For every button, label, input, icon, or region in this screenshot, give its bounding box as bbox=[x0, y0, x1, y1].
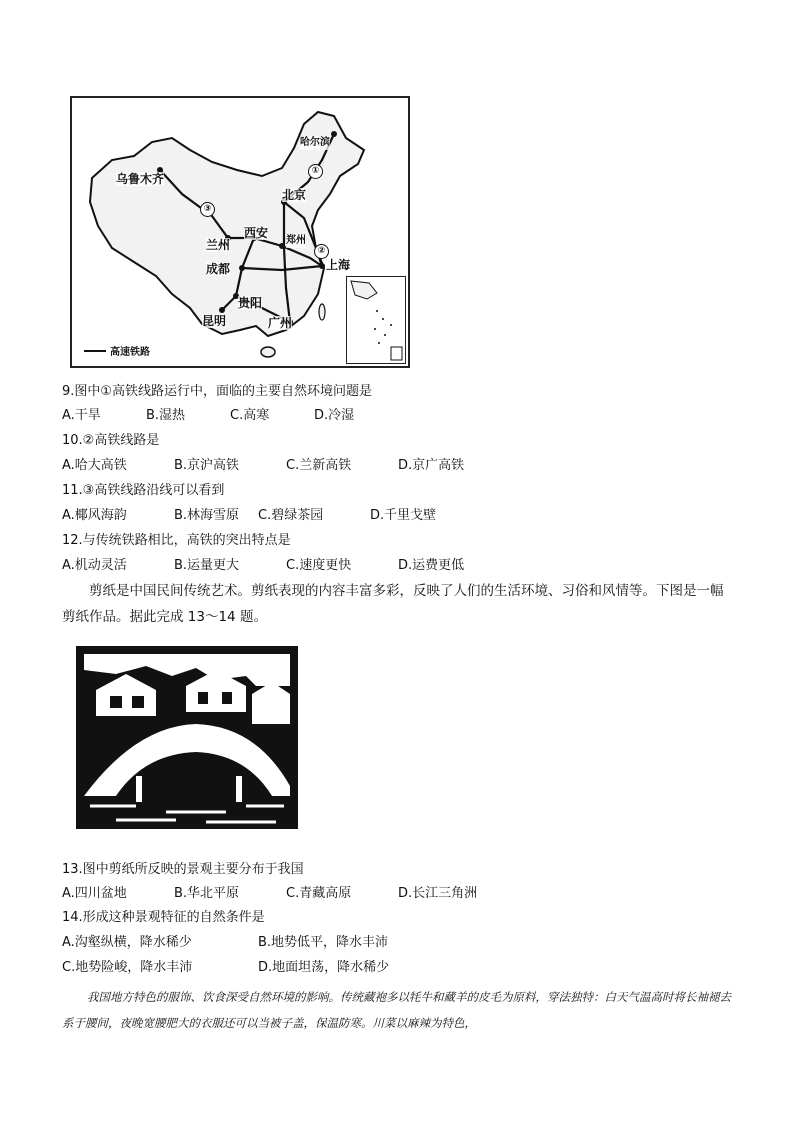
label-urumqi: 乌鲁木齐 bbox=[116, 172, 165, 186]
label-xian: 西安 bbox=[244, 226, 269, 240]
q9-option-d[interactable]: D.冷湿 bbox=[314, 408, 355, 423]
q9-option-a[interactable]: A.干旱 bbox=[62, 408, 101, 423]
q10-option-c[interactable]: C.兰新高铁 bbox=[286, 458, 352, 473]
q14-option-b[interactable]: B.地势低平，降水丰沛 bbox=[258, 935, 389, 950]
q9-stem: 9.图中①高铁线路运行中，面临的主要自然环境问题是 bbox=[62, 384, 373, 399]
q11-option-b[interactable]: B.林海雪原 bbox=[174, 508, 240, 523]
q11-stem: 11.③高铁线路沿线可以看到 bbox=[62, 483, 225, 498]
q14-stem: 14.形成这种景观特征的自然条件是 bbox=[62, 910, 265, 925]
q13-stem: 13.图中剪纸所反映的景观主要分布于我国 bbox=[62, 862, 304, 877]
q9-option-b[interactable]: B.湿热 bbox=[146, 408, 186, 423]
legend-label: 高速铁路 bbox=[110, 347, 150, 358]
q10-option-b[interactable]: B.京沪高铁 bbox=[174, 458, 240, 473]
papercut-drawing bbox=[76, 646, 298, 829]
papercut-intro: 剪纸是中国民间传统艺术。剪纸表现的内容丰富多彩，反映了人们的生活环境、习俗和风情等。下图是一幅剪纸作品。据此完成 13～14 题。 bbox=[62, 583, 724, 625]
q9-option-c[interactable]: C.高寒 bbox=[230, 408, 270, 423]
q10-option-a[interactable]: A.哈大高铁 bbox=[62, 458, 127, 473]
china-railway-map bbox=[70, 96, 410, 368]
q10-stem: 10.②高铁线路是 bbox=[62, 433, 160, 448]
inset-drawing bbox=[347, 277, 405, 363]
south-china-sea-inset bbox=[346, 276, 406, 364]
label-chengdu: 成都 bbox=[206, 262, 231, 276]
clothing-food-passage: 我国地方特色的服饰、饮食深受自然环境的影响。传统藏袍多以牦牛和藏羊的皮毛为原料，穿法独特：白天气温高时将长袖褪去系于腰间，夜晚宽腰肥大的衣服还可以当被子盖，保温防寒。川菜以麻辣为特色， bbox=[62, 990, 731, 1030]
legend-line-symbol bbox=[84, 350, 106, 352]
marker-3: ③ bbox=[200, 202, 215, 217]
q12-option-c[interactable]: C.速度更快 bbox=[286, 558, 352, 573]
q14-option-c[interactable]: C.地势险峻，降水丰沛 bbox=[62, 960, 193, 975]
label-guiyang: 贵阳 bbox=[238, 296, 263, 310]
label-lanzhou: 兰州 bbox=[206, 238, 231, 252]
q14-option-a[interactable]: A.沟壑纵横，降水稀少 bbox=[62, 935, 192, 950]
q13-option-c[interactable]: C.青藏高原 bbox=[286, 886, 352, 901]
marker-1: ① bbox=[308, 164, 323, 179]
q12-option-b[interactable]: B.运量更大 bbox=[174, 558, 240, 573]
q11-option-c[interactable]: C.碧绿茶园 bbox=[258, 508, 324, 523]
label-kunming: 昆明 bbox=[202, 314, 227, 328]
label-shanghai: 上海 bbox=[326, 258, 351, 272]
map-legend bbox=[84, 343, 150, 358]
q12-option-a[interactable]: A.机动灵活 bbox=[62, 558, 127, 573]
q11-option-d[interactable]: D.千里戈壁 bbox=[370, 508, 437, 523]
q11-option-a[interactable]: A.椰风海韵 bbox=[62, 508, 127, 523]
q13-option-d[interactable]: D.长江三角洲 bbox=[398, 886, 478, 901]
q14-option-d[interactable]: D.地面坦荡，降水稀少 bbox=[258, 960, 390, 975]
q13-option-a[interactable]: A.四川盆地 bbox=[62, 886, 127, 901]
papercut-image bbox=[76, 646, 298, 829]
q13-option-b[interactable]: B.华北平原 bbox=[174, 886, 240, 901]
label-harbin: 哈尔滨 bbox=[300, 137, 330, 148]
label-zhengzhou: 郑州 bbox=[286, 235, 306, 246]
label-guangzhou: 广州 bbox=[268, 316, 293, 330]
marker-2: ② bbox=[314, 244, 329, 259]
q12-option-d[interactable]: D.运费更低 bbox=[398, 558, 465, 573]
q10-option-d[interactable]: D.京广高铁 bbox=[398, 458, 465, 473]
q12-stem: 12.与传统铁路相比，高铁的突出特点是 bbox=[62, 533, 291, 548]
label-beijing: 北京 bbox=[282, 188, 307, 202]
